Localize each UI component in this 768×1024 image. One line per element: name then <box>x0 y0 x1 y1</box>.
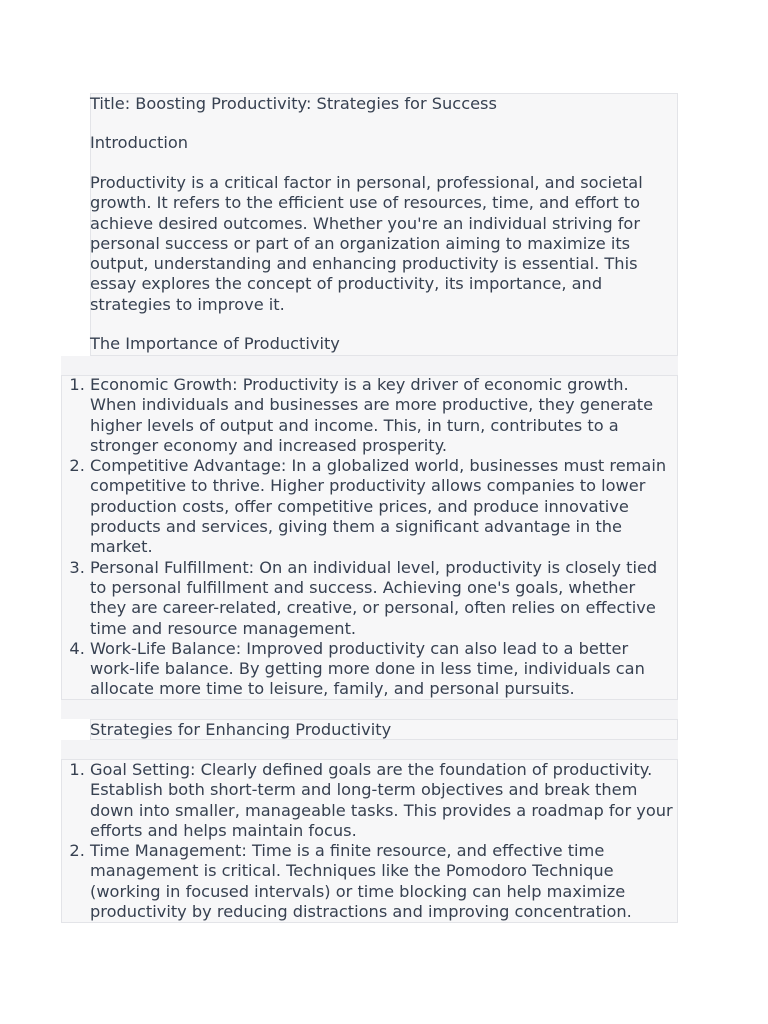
strategies-list <box>61 760 678 922</box>
list-item: 1. Goal Setting: Clearly defined goals are the foundation of productivity. Establish both short-term and long-term objectives and break them down into smaller, manageable tasks. This provides a roadmap for your efforts and helps maintain focus. <box>90 760 678 841</box>
section-gap <box>61 740 678 759</box>
intro-heading: Introduction <box>90 133 189 152</box>
section-gap <box>61 700 678 719</box>
list-item: 4. Work-Life Balance: Improved productivity can also lead to a better work-life balance. By getting more done in less time, individuals can allocate more time to leisure, family, and personal pursuits. <box>90 639 678 700</box>
list-item: 2. Competitive Advantage: In a globalized world, businesses must remain competitive to thrive. Higher productivity allows companies to lower production costs, offer competitive prices, and produce innovative products and services, giving them a significant advantage in the market. <box>90 456 678 557</box>
list-item: 1. Economic Growth: Productivity is a key driver of economic growth. When individuals and businesses are more productive, they generate higher levels of output and income. This, in turn, contributes to a stronger economy and increased prosperity. <box>90 375 678 456</box>
importance-heading: The Importance of Productivity <box>90 334 340 353</box>
intro-paragraph: Productivity is a critical factor in personal, professional, and societal growth. It refers to the efficient use of resources, time, and effort to achieve desired outcomes. Whether you're an individual striving for personal success or part of an organization aiming to maximize its output, understanding and enhancing productivity is essential. This essay explores the concept of productivity, its importance, and strategies to improve it. <box>90 173 643 314</box>
section-gap <box>61 356 678 375</box>
list-item: 2. Time Management: Time is a finite resource, and effective time management is critical. Techniques like the Pomodoro Technique (working in focused intervals) or time blocking can help maximize productivity by reducing distractions and improving concentration. <box>90 841 678 922</box>
strategies-heading: Strategies for Enhancing Productivity <box>90 720 392 739</box>
list-item: 3. Personal Fulfillment: On an individual level, productivity is closely tied to personal fulfillment and success. Achieving one's goals, whether they are career-related, creative, or personal, often relies on effective time and resource management. <box>90 558 678 639</box>
importance-list <box>61 375 678 700</box>
document-title: Title: Boosting Productivity: Strategies for Success <box>90 94 497 113</box>
